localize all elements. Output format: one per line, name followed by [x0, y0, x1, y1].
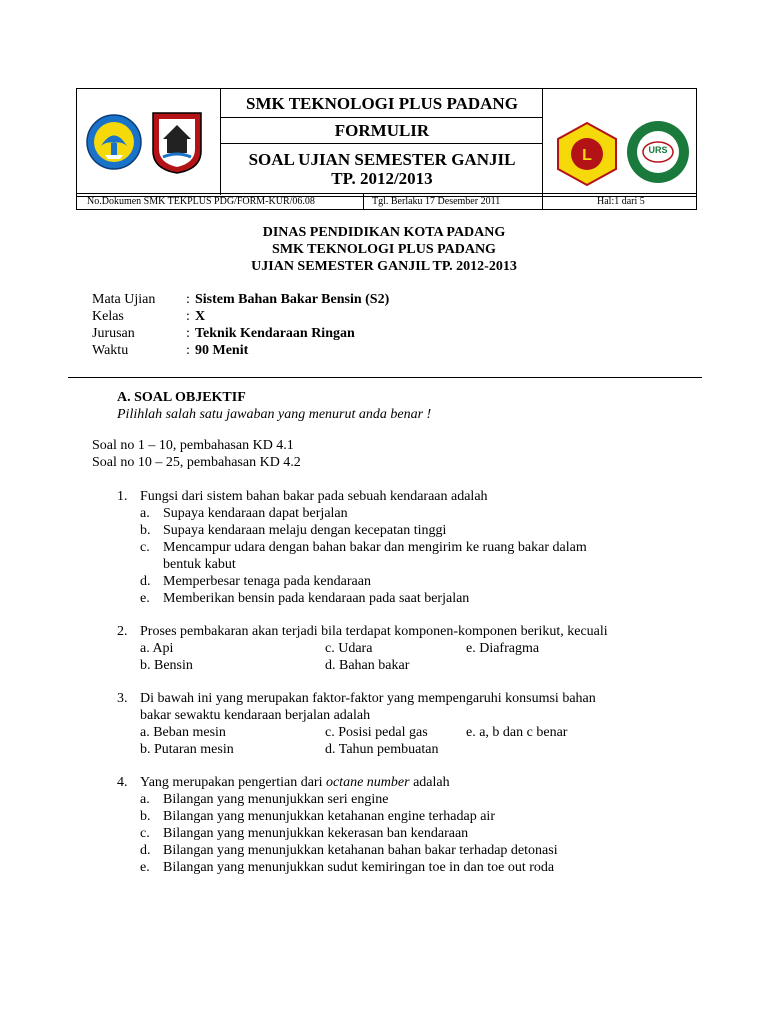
option-text: Memperbesar tenaga pada kendaraan: [163, 574, 371, 589]
option-item: e. a, b dan c benar: [466, 725, 568, 740]
padang-city-crest: [149, 109, 205, 175]
meta-value: Teknik Kendaraan Ringan: [195, 326, 355, 341]
header-divider: [220, 89, 221, 195]
section-divider: [68, 377, 702, 378]
title-line-2: SMK TEKNOLOGI PLUS PADANG: [272, 242, 496, 257]
scope-line: Soal no 1 – 10, pembahasan KD 4.1: [92, 438, 294, 453]
question-text-part: Yang merupakan pengertian dari: [140, 775, 326, 790]
option-letter: d.: [140, 843, 151, 858]
option-item: d. Bahan bakar: [325, 658, 410, 673]
meta-colon: :: [186, 292, 190, 307]
document-header: [76, 88, 697, 210]
option-item: b. Putaran mesin: [140, 742, 234, 757]
question-text: [140, 774, 450, 791]
option-letter: a.: [140, 792, 150, 807]
meta-colon: :: [186, 343, 190, 358]
option-item: e. Diafragma: [466, 641, 540, 656]
header-divider: [77, 193, 696, 194]
exam-title-line1: SOAL UJIAN SEMESTER GANJIL: [248, 150, 516, 169]
header-divider: [363, 193, 364, 209]
option-text: Supaya kendaraan melaju dengan kecepatan tinggi: [163, 523, 447, 538]
option-letter: b.: [140, 523, 151, 538]
option-letter: c.: [140, 540, 150, 555]
form-label: FORMULIR: [334, 121, 430, 140]
question-number: 1.: [117, 489, 128, 504]
effective-date: Tgl. Berlaku 17 Desember 2011: [372, 196, 501, 207]
header-divider: [542, 193, 543, 209]
meta-colon: :: [186, 326, 190, 341]
meta-value: X: [195, 309, 206, 324]
question-text: Di bawah ini yang merupakan faktor-faktor yang mempengaruhi konsumsi bahan: [140, 691, 596, 706]
question-text: Fungsi dari sistem bahan bakar pada sebuah kendaraan adalah: [140, 489, 488, 504]
tut-wuri-handayani-logo: [81, 113, 147, 171]
option-item: b. Bensin: [140, 658, 193, 673]
section-heading: A. SOAL OBJEKTIF: [117, 390, 246, 405]
option-letter: a.: [140, 506, 150, 521]
meta-colon: :: [186, 309, 190, 324]
option-letter: e.: [140, 591, 150, 606]
option-item: c. Udara: [325, 641, 373, 656]
option-text: Supaya kendaraan dapat berjalan: [163, 506, 348, 521]
question-text-part: adalah: [409, 775, 450, 790]
option-item: d. Tahun pembuatan: [325, 742, 439, 757]
question-text-continued: bakar sewaktu kendaraan berjalan adalah: [140, 708, 371, 723]
option-item: a. Beban mesin: [140, 725, 226, 740]
option-text-continued: bentuk kabut: [163, 557, 236, 572]
question-number: 3.: [117, 691, 128, 706]
option-text: Memberikan bensin pada kendaraan pada saat berjalan: [163, 591, 470, 606]
option-text: Bilangan yang menunjukkan seri engine: [163, 792, 389, 807]
meta-label: Jurusan: [92, 326, 135, 341]
option-text: Mencampur udara dengan bahan bakar dan mengirim ke ruang bakar dalam: [163, 540, 587, 555]
option-letter: c.: [140, 826, 150, 841]
meta-label: Kelas: [92, 309, 124, 324]
option-letter: b.: [140, 809, 151, 824]
urs-logo-text: URS: [648, 145, 668, 155]
header-divider: [220, 143, 542, 144]
exam-title-line2: TP. 2012/2013: [331, 169, 433, 188]
school-name: SMK TEKNOLOGI PLUS PADANG: [246, 94, 518, 113]
option-text: Bilangan yang menunjukkan ketahanan bahan bakar terhadap detonasi: [163, 843, 558, 858]
section-instruction: Pilihlah salah satu jawaban yang menurut anda benar !: [117, 407, 432, 422]
meta-value: Sistem Bahan Bakar Bensin (S2): [195, 292, 390, 307]
question-text-term: octane number: [325, 775, 410, 790]
option-letter: e.: [140, 860, 150, 875]
title-line-1: DINAS PENDIDIKAN KOTA PADANG: [262, 225, 506, 240]
question-text: Proses pembakaran akan terjadi bila terdapat komponen-komponen berikut, kecuali: [140, 624, 608, 639]
title-line-3: UJIAN SEMESTER GANJIL TP. 2012-2013: [251, 259, 517, 274]
page-info: Hal:1 dari 5: [597, 196, 645, 207]
meta-label: Mata Ujian: [92, 292, 156, 307]
meta-label: Waktu: [92, 343, 129, 358]
svg-text:L: L: [582, 147, 592, 164]
option-item: c. Posisi pedal gas: [325, 725, 428, 740]
header-divider: [220, 117, 542, 118]
option-text: Bilangan yang menunjukkan sudut kemiringan toe in dan toe out roda: [163, 860, 555, 875]
question-number: 4.: [117, 775, 128, 790]
doc-number: No.Dokumen SMK TEKPLUS PDG/FORM-KUR/06.08: [87, 196, 315, 207]
option-text: Bilangan yang menunjukkan ketahanan engine terhadap air: [163, 809, 495, 824]
smk-teknologi-plus-logo: [554, 121, 620, 187]
scope-line: Soal no 10 – 25, pembahasan KD 4.2: [92, 455, 301, 470]
header-divider: [542, 89, 543, 195]
option-text: Bilangan yang menunjukkan kekerasan ban kendaraan: [163, 826, 469, 841]
meta-value: 90 Menit: [195, 343, 249, 358]
option-item: a. Api: [140, 641, 174, 656]
option-letter: d.: [140, 574, 151, 589]
question-number: 2.: [117, 624, 128, 639]
